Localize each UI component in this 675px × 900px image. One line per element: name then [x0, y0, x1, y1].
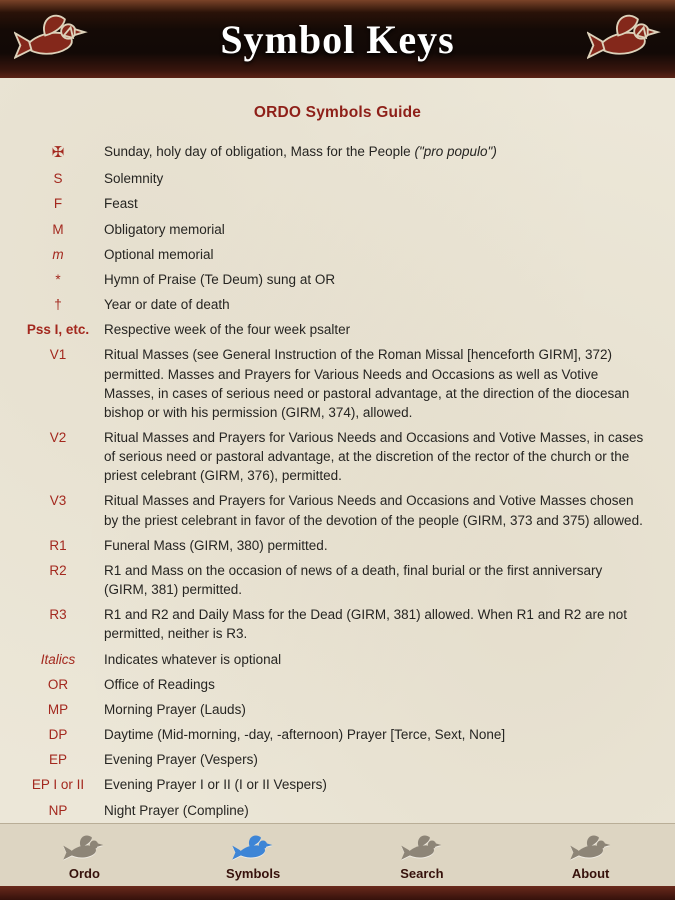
dove-logo-right-icon — [587, 11, 661, 67]
symbol-key: † — [54, 297, 62, 313]
symbol-row — [0, 775, 675, 794]
symbol-row — [0, 270, 675, 289]
tab-label: Ordo — [68, 865, 100, 881]
header — [0, 0, 675, 78]
symbol-description: Daytime (Mid-morning, -day, -afternoon) Prayer [Terce, Sext, None] — [104, 727, 506, 743]
tab-ordo[interactable] — [0, 824, 169, 886]
tab-label: Symbols — [226, 865, 281, 881]
symbol-description: Solemnity — [104, 171, 164, 187]
symbol-key: V1 — [49, 347, 67, 363]
symbol-row — [0, 801, 675, 820]
symbol-row — [0, 169, 675, 188]
symbol-description: Office of Readings — [104, 676, 215, 692]
symbol-description: Obligatory memorial — [104, 221, 225, 237]
symbol-description: Morning Prayer (Lauds) — [104, 701, 246, 717]
symbol-row — [0, 725, 675, 744]
symbol-key: F — [53, 196, 63, 212]
guide-title: ORDO Symbols Guide — [253, 104, 422, 121]
tab-search[interactable] — [338, 824, 507, 886]
symbol-row — [0, 220, 675, 239]
symbol-key: R3 — [49, 607, 67, 623]
tab-about[interactable] — [506, 824, 675, 886]
symbol-key: EP — [48, 752, 67, 768]
symbol-description: Night Prayer (Compline) — [104, 802, 249, 818]
dove-tab-icon — [568, 833, 614, 865]
symbol-key: MP — [47, 701, 69, 717]
symbol-row — [0, 142, 675, 163]
dove-tab-icon — [230, 833, 276, 865]
symbol-description: Year or date of death — [104, 297, 230, 313]
symbol-key: NP — [48, 802, 68, 818]
symbol-description: Evening Prayer (Vespers) — [104, 752, 258, 768]
symbol-description: Hymn of Praise (Te Deum) sung at OR — [104, 271, 336, 287]
symbol-key: ✠ — [51, 144, 65, 161]
symbol-description: Optional memorial — [104, 246, 214, 262]
symbol-description: Indicates whatever is optional — [104, 651, 282, 667]
tab-symbols[interactable] — [169, 824, 338, 886]
symbol-description: Evening Prayer I or II (I or II Vespers) — [104, 777, 327, 793]
symbol-row — [0, 295, 675, 314]
content-area — [0, 78, 675, 823]
symbol-key: EP I or II — [31, 777, 85, 793]
symbol-row — [0, 750, 675, 769]
symbol-row — [0, 536, 675, 555]
symbol-row — [0, 428, 675, 485]
page-title: Symbol Keys — [220, 16, 455, 62]
symbol-row — [0, 345, 675, 422]
tab-label: Search — [400, 865, 444, 881]
symbol-description: Feast — [104, 196, 138, 212]
symbol-description: R1 and Mass on the occasion of news of a death, final burial or the first anniversary (GIRM, 381) permitted. — [104, 562, 603, 598]
symbol-key: S — [53, 171, 63, 187]
symbol-description: Ritual Masses and Prayers for Various Needs and Occasions and Votive Masses chosen by the priest celebrant in favor of the devotion of the people (GIRM, 373 and 375) allowed. — [104, 493, 643, 528]
symbol-row — [0, 320, 675, 339]
symbol-key: V2 — [49, 430, 67, 446]
symbol-row — [0, 700, 675, 719]
symbol-key: * — [55, 271, 61, 287]
symbol-description: Sunday, holy day of obligation, Mass for the People ("pro populo") — [104, 144, 497, 159]
symbol-description: R1 and R2 and Daily Mass for the Dead (GIRM, 381) allowed. When R1 and R2 are not permitted, neither is R3. — [104, 607, 628, 642]
dove-tab-icon — [61, 833, 107, 865]
symbol-row — [0, 245, 675, 264]
tab-label: About — [571, 865, 610, 881]
symbol-description: Ritual Masses and Prayers for Various Needs and Occasions and Votive Masses, in cases of serious need or pastoral advantage, at the discretion of the rector of the church or the priest celebrant (GIRM, 376), permitted. — [104, 430, 644, 484]
symbol-key: m — [52, 246, 64, 262]
symbol-row — [0, 491, 675, 529]
symbol-row — [0, 194, 675, 213]
symbol-row — [0, 650, 675, 669]
symbol-row — [0, 605, 675, 643]
symbol-description: Funeral Mass (GIRM, 380) permitted. — [104, 537, 328, 553]
tab-bar — [0, 823, 675, 886]
symbol-key: Pss I, etc. — [26, 322, 90, 338]
symbol-key: DP — [48, 727, 68, 743]
symbol-key: M — [52, 221, 64, 237]
symbol-key: OR — [47, 676, 69, 692]
symbol-key: R2 — [49, 562, 67, 578]
symbol-row — [0, 561, 675, 599]
symbol-description: Respective week of the four week psalter — [104, 322, 351, 338]
symbol-key: Italics — [40, 651, 76, 667]
symbols-list — [0, 142, 675, 823]
symbol-key: V3 — [49, 493, 67, 509]
dove-tab-icon — [399, 833, 445, 865]
symbol-key: R1 — [49, 537, 67, 553]
symbol-row — [0, 675, 675, 694]
dove-logo-left-icon — [14, 11, 88, 67]
bottom-strip — [0, 886, 675, 900]
symbol-description: Ritual Masses (see General Instruction of the Roman Missal [henceforth GIRM], 372) permitted. Masses and Prayers for Various Needs and Occasions as well as Votive Masses, in cases of serious need or pastoral advantage, at the direction of the diocesan bishop or with his permission (GIRM, 374), allowed. — [104, 347, 630, 420]
